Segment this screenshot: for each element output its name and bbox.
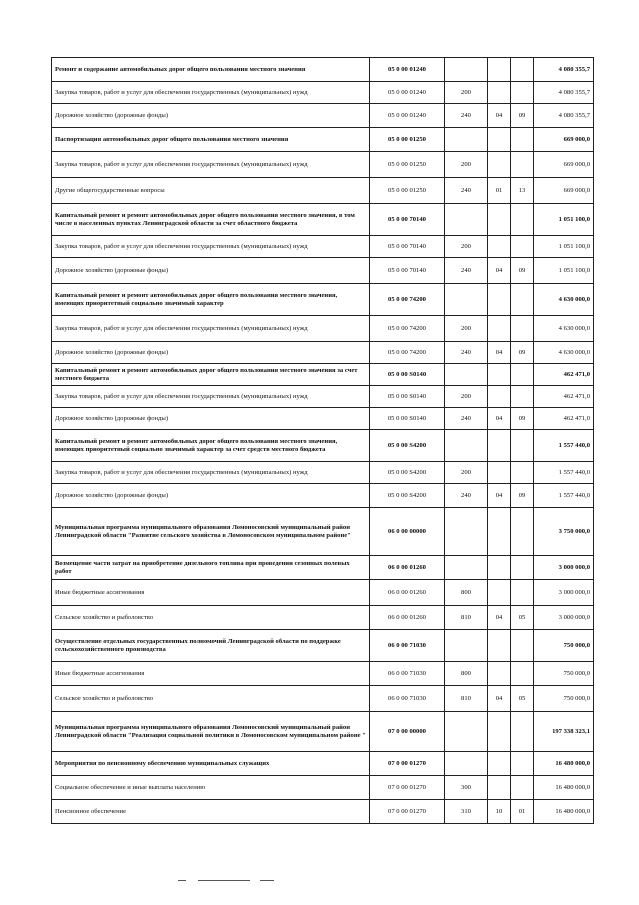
table-row (52, 606, 594, 630)
row-name-cell: Сельское хозяйство и рыболовство (52, 686, 370, 712)
row-subsection-cell: 09 (511, 408, 534, 430)
row-amount-cell: 1 051 100,0 (534, 236, 594, 258)
row-expense-type-cell: 800 (445, 580, 488, 606)
row-subsection-cell: 05 (511, 686, 534, 712)
row-code-cell: 05 0 00 70140 (370, 236, 445, 258)
row-code-cell: 06 0 00 01260 (370, 580, 445, 606)
row-amount-cell: 3 000 000,0 (534, 580, 594, 606)
row-amount-cell: 197 338 323,1 (534, 712, 594, 752)
row-section-cell (488, 128, 511, 152)
table-row (52, 752, 594, 776)
row-expense-type-cell: 810 (445, 606, 488, 630)
table-row (52, 284, 594, 316)
row-expense-type-cell: 200 (445, 82, 488, 104)
row-expense-type-cell: 240 (445, 104, 488, 128)
table-row (52, 386, 594, 408)
row-subsection-cell (511, 580, 534, 606)
row-name-cell: Муниципальная программа муниципального образования Ломоносовский муниципальный район Ленинградской области "Развитие сельского хозяйства в Ломоносовском муниципальном районе" (52, 508, 370, 556)
row-code-cell: 05 0 00 74200 (370, 284, 445, 316)
row-name-cell: Паспортизация автомобильных дорог общего пользования местного значения (52, 128, 370, 152)
table-row (52, 556, 594, 580)
row-name-cell: Иные бюджетные ассигнования (52, 580, 370, 606)
row-section-cell: 04 (488, 606, 511, 630)
row-expense-type-cell: 200 (445, 462, 488, 484)
row-subsection-cell: 05 (511, 606, 534, 630)
row-amount-cell: 1 557 440,0 (534, 430, 594, 462)
row-name-cell: Муниципальная программа муниципального образования Ломоносовский муниципальный район Ленинградской области "Реализация социальной политики в Ломоносовском муниципальном районе " (52, 712, 370, 752)
row-code-cell: 06 0 00 00000 (370, 508, 445, 556)
row-subsection-cell (511, 462, 534, 484)
row-code-cell: 05 0 00 74200 (370, 316, 445, 342)
row-subsection-cell: 09 (511, 104, 534, 128)
row-section-cell (488, 630, 511, 662)
row-code-cell: 06 0 00 01260 (370, 606, 445, 630)
row-subsection-cell (511, 630, 534, 662)
row-subsection-cell (511, 204, 534, 236)
row-subsection-cell (511, 284, 534, 316)
row-amount-cell: 1 051 100,0 (534, 204, 594, 236)
row-section-cell (488, 662, 511, 686)
row-section-cell (488, 580, 511, 606)
row-subsection-cell (511, 776, 534, 800)
row-section-cell (488, 284, 511, 316)
row-name-cell: Закупка товаров, работ и услуг для обеспечения государственных (муниципальных) нужд (52, 316, 370, 342)
row-name-cell: Сельское хозяйство и рыболовство (52, 606, 370, 630)
row-subsection-cell (511, 364, 534, 386)
page-footer-mark (178, 880, 278, 882)
table-row (52, 776, 594, 800)
table-row (52, 178, 594, 204)
row-code-cell: 06 0 00 71030 (370, 630, 445, 662)
row-subsection-cell (511, 236, 534, 258)
row-amount-cell: 4 630 000,0 (534, 284, 594, 316)
row-code-cell: 05 0 00 S0140 (370, 386, 445, 408)
row-name-cell: Капитальный ремонт и ремонт автомобильных дорог общего пользования местного значения, имеющих приоритетный социально значимый характер за счет средств местного бюджета (52, 430, 370, 462)
row-amount-cell: 4 080 355,7 (534, 82, 594, 104)
row-code-cell: 05 0 00 S4200 (370, 430, 445, 462)
row-section-cell (488, 152, 511, 178)
row-name-cell: Мероприятия по пенсионному обеспечению муниципальных служащих (52, 752, 370, 776)
row-code-cell: 05 0 00 01250 (370, 178, 445, 204)
row-expense-type-cell: 310 (445, 800, 488, 824)
row-amount-cell: 3 000 000,0 (534, 606, 594, 630)
table-row (52, 316, 594, 342)
row-expense-type-cell (445, 128, 488, 152)
row-code-cell: 07 0 00 00000 (370, 712, 445, 752)
row-code-cell: 05 0 00 S4200 (370, 462, 445, 484)
table-row (52, 408, 594, 430)
row-subsection-cell (511, 58, 534, 82)
row-amount-cell: 3 000 000,0 (534, 556, 594, 580)
table-row (52, 662, 594, 686)
table-row (52, 258, 594, 284)
row-subsection-cell: 13 (511, 178, 534, 204)
row-amount-cell: 16 480 000,0 (534, 800, 594, 824)
row-amount-cell: 750 000,0 (534, 662, 594, 686)
row-name-cell: Капитальный ремонт и ремонт автомобильных дорог общего пользования местного значения, имеющих приоритетный социально значимый характер (52, 284, 370, 316)
row-code-cell: 05 0 00 70140 (370, 204, 445, 236)
table-row (52, 430, 594, 462)
table-row (52, 128, 594, 152)
table-row (52, 82, 594, 104)
row-name-cell: Закупка товаров, работ и услуг для обеспечения государственных (муниципальных) нужд (52, 386, 370, 408)
row-expense-type-cell: 200 (445, 236, 488, 258)
table-row (52, 580, 594, 606)
row-amount-cell: 3 750 000,0 (534, 508, 594, 556)
row-code-cell: 05 0 00 S0140 (370, 408, 445, 430)
row-code-cell: 05 0 00 01250 (370, 152, 445, 178)
row-name-cell: Социальное обеспечение и иные выплаты населению (52, 776, 370, 800)
row-section-cell (488, 752, 511, 776)
row-expense-type-cell: 200 (445, 152, 488, 178)
row-name-cell: Капитальный ремонт и ремонт автомобильных дорог общего пользования местного значения за счет местного бюджета (52, 364, 370, 386)
row-section-cell (488, 508, 511, 556)
row-amount-cell: 669 000,0 (534, 128, 594, 152)
row-expense-type-cell (445, 204, 488, 236)
row-section-cell (488, 712, 511, 752)
row-code-cell: 07 0 00 01270 (370, 752, 445, 776)
row-name-cell: Иные бюджетные ассигнования (52, 662, 370, 686)
row-section-cell: 04 (488, 484, 511, 508)
row-subsection-cell: 09 (511, 258, 534, 284)
row-expense-type-cell: 240 (445, 258, 488, 284)
row-section-cell: 01 (488, 178, 511, 204)
row-code-cell: 05 0 00 74200 (370, 342, 445, 364)
row-amount-cell: 4 630 000,0 (534, 316, 594, 342)
row-expense-type-cell: 240 (445, 178, 488, 204)
row-section-cell (488, 82, 511, 104)
row-subsection-cell (511, 128, 534, 152)
row-section-cell (488, 776, 511, 800)
table-row (52, 712, 594, 752)
row-expense-type-cell (445, 712, 488, 752)
row-name-cell: Закупка товаров, работ и услуг для обеспечения государственных (муниципальных) нужд (52, 82, 370, 104)
row-section-cell: 10 (488, 800, 511, 824)
row-section-cell (488, 316, 511, 342)
row-name-cell: Закупка товаров, работ и услуг для обеспечения государственных (муниципальных) нужд (52, 236, 370, 258)
row-name-cell: Капитальный ремонт и ремонт автомобильных дорог общего пользования местного значения, в том числе в населенных пунктах Ленинградской области за счет областного бюджета (52, 204, 370, 236)
row-name-cell: Дорожное хозяйство (дорожные фонды) (52, 484, 370, 508)
table-row (52, 508, 594, 556)
row-amount-cell: 16 480 000,0 (534, 776, 594, 800)
row-expense-type-cell: 810 (445, 686, 488, 712)
table-row (52, 236, 594, 258)
row-code-cell: 05 0 00 S4200 (370, 484, 445, 508)
table-row (52, 630, 594, 662)
table-row (52, 204, 594, 236)
row-name-cell: Дорожное хозяйство (дорожные фонды) (52, 258, 370, 284)
row-amount-cell: 1 051 100,0 (534, 258, 594, 284)
row-code-cell: 05 0 00 S0140 (370, 364, 445, 386)
row-name-cell: Дорожное хозяйство (дорожные фонды) (52, 408, 370, 430)
row-expense-type-cell (445, 752, 488, 776)
row-name-cell: Закупка товаров, работ и услуг для обеспечения государственных (муниципальных) нужд (52, 152, 370, 178)
row-code-cell: 05 0 00 01240 (370, 58, 445, 82)
row-code-cell: 07 0 00 01270 (370, 800, 445, 824)
row-section-cell (488, 364, 511, 386)
row-expense-type-cell: 240 (445, 342, 488, 364)
row-amount-cell: 750 000,0 (534, 686, 594, 712)
row-expense-type-cell (445, 430, 488, 462)
row-expense-type-cell: 200 (445, 316, 488, 342)
table-row (52, 364, 594, 386)
row-name-cell: Закупка товаров, работ и услуг для обеспечения государственных (муниципальных) нужд (52, 462, 370, 484)
table-row (52, 800, 594, 824)
row-code-cell: 05 0 00 70140 (370, 258, 445, 284)
row-section-cell: 04 (488, 686, 511, 712)
row-subsection-cell (511, 662, 534, 686)
row-code-cell: 05 0 00 01240 (370, 104, 445, 128)
row-subsection-cell: 01 (511, 800, 534, 824)
row-amount-cell: 4 080 355,7 (534, 104, 594, 128)
row-subsection-cell: 09 (511, 342, 534, 364)
row-subsection-cell (511, 82, 534, 104)
row-code-cell: 06 0 00 71030 (370, 686, 445, 712)
row-subsection-cell (511, 556, 534, 580)
row-subsection-cell (511, 152, 534, 178)
row-expense-type-cell (445, 284, 488, 316)
row-amount-cell: 4 080 355,7 (534, 58, 594, 82)
row-code-cell: 07 0 00 01270 (370, 776, 445, 800)
row-amount-cell: 1 557 440,0 (534, 484, 594, 508)
table-row (52, 152, 594, 178)
row-amount-cell: 669 000,0 (534, 178, 594, 204)
row-section-cell: 04 (488, 258, 511, 284)
row-expense-type-cell (445, 364, 488, 386)
table-row (52, 342, 594, 364)
row-expense-type-cell (445, 58, 488, 82)
row-section-cell (488, 462, 511, 484)
row-name-cell: Осуществление отдельных государственных полномочий Ленинградской области по поддержке сельскохозяйственного производства (52, 630, 370, 662)
row-expense-type-cell: 200 (445, 386, 488, 408)
row-name-cell: Дорожное хозяйство (дорожные фонды) (52, 104, 370, 128)
row-amount-cell: 462 471,0 (534, 386, 594, 408)
row-section-cell: 04 (488, 408, 511, 430)
row-name-cell: Другие общегосударственные вопросы (52, 178, 370, 204)
row-subsection-cell (511, 508, 534, 556)
row-subsection-cell (511, 752, 534, 776)
row-section-cell (488, 236, 511, 258)
row-name-cell: Возмещение части затрат на приобретение дизельного топлива при проведении сезонных полевых работ (52, 556, 370, 580)
row-subsection-cell (511, 712, 534, 752)
row-section-cell (488, 58, 511, 82)
row-section-cell (488, 386, 511, 408)
row-subsection-cell (511, 386, 534, 408)
row-code-cell: 06 0 00 71030 (370, 662, 445, 686)
row-amount-cell: 16 480 000,0 (534, 752, 594, 776)
row-expense-type-cell: 300 (445, 776, 488, 800)
row-section-cell (488, 556, 511, 580)
row-amount-cell: 462 471,0 (534, 364, 594, 386)
row-section-cell: 04 (488, 104, 511, 128)
row-subsection-cell (511, 430, 534, 462)
row-expense-type-cell: 240 (445, 484, 488, 508)
budget-table-body (52, 58, 594, 824)
row-expense-type-cell (445, 556, 488, 580)
row-amount-cell: 750 000,0 (534, 630, 594, 662)
table-row (52, 686, 594, 712)
row-code-cell: 05 0 00 01250 (370, 128, 445, 152)
row-subsection-cell (511, 316, 534, 342)
row-code-cell: 05 0 00 01240 (370, 82, 445, 104)
row-amount-cell: 1 557 440,0 (534, 462, 594, 484)
row-expense-type-cell: 800 (445, 662, 488, 686)
row-subsection-cell: 09 (511, 484, 534, 508)
table-row (52, 462, 594, 484)
row-name-cell: Дорожное хозяйство (дорожные фонды) (52, 342, 370, 364)
row-section-cell (488, 430, 511, 462)
budget-table (51, 57, 594, 824)
table-row (52, 104, 594, 128)
row-amount-cell: 462 471,0 (534, 408, 594, 430)
row-section-cell: 04 (488, 342, 511, 364)
row-name-cell: Ремонт и содержание автомобильных дорог общего пользования местного значения (52, 58, 370, 82)
row-code-cell: 06 0 00 01260 (370, 556, 445, 580)
row-expense-type-cell: 240 (445, 408, 488, 430)
row-section-cell (488, 204, 511, 236)
row-expense-type-cell (445, 630, 488, 662)
table-row (52, 484, 594, 508)
row-expense-type-cell (445, 508, 488, 556)
row-name-cell: Пенсионное обеспечение (52, 800, 370, 824)
table-row (52, 58, 594, 82)
row-amount-cell: 4 630 000,0 (534, 342, 594, 364)
row-amount-cell: 669 000,0 (534, 152, 594, 178)
